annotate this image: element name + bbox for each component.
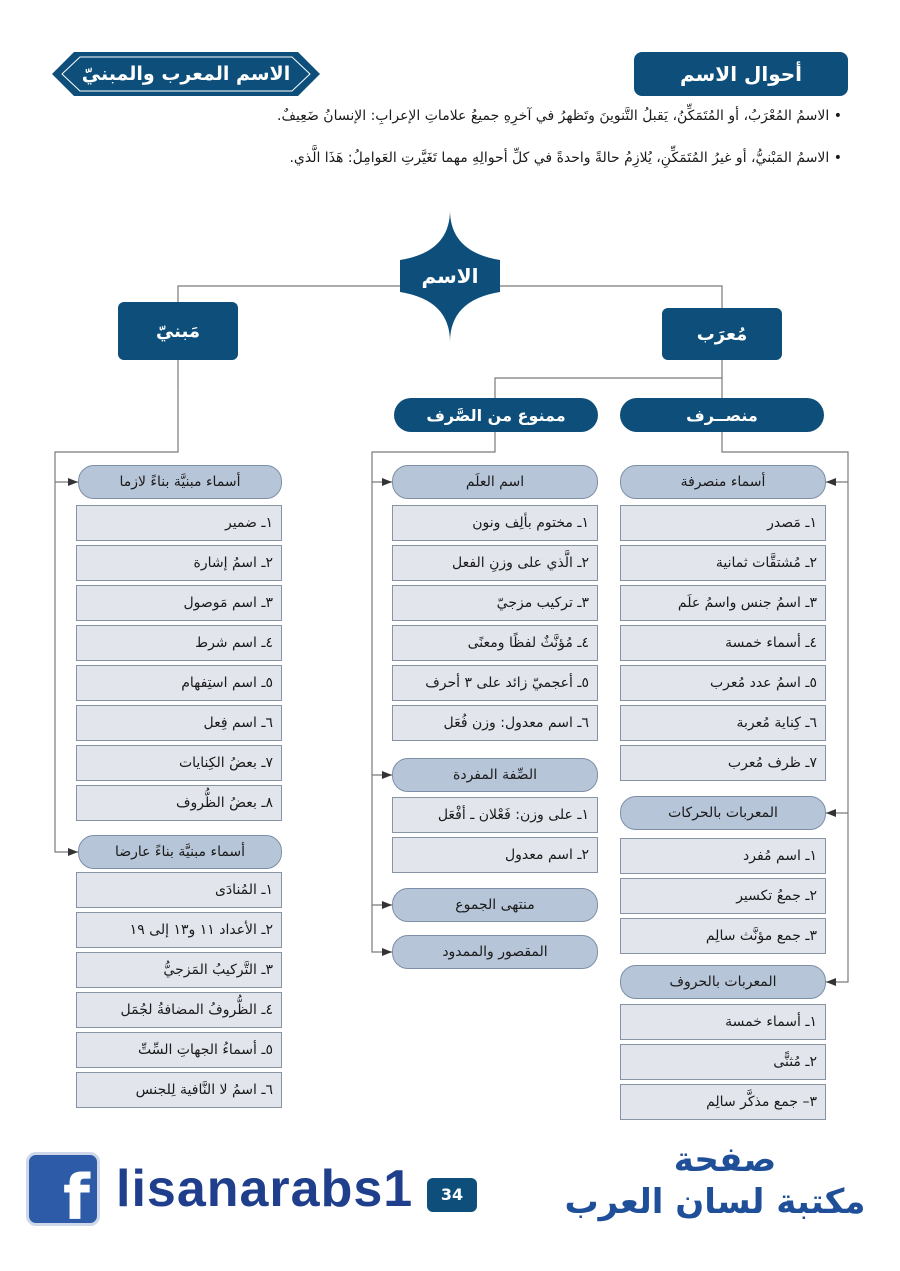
list-item: ٣ـ جمع مؤنَّث سالِم bbox=[620, 918, 826, 954]
brand-top: صفحة bbox=[673, 1140, 777, 1180]
tree-root-label: الاسم bbox=[421, 264, 479, 288]
node-mamnu: ممنوع من الصَّرف bbox=[394, 398, 598, 432]
list-item: ٤ـ مُؤنَّثٌ لفظًا ومعنًى bbox=[392, 625, 598, 661]
list-item: ١ـ أسماء خمسة bbox=[620, 1004, 826, 1040]
node-munsarif: منصــرف bbox=[620, 398, 824, 432]
list-item: ٤ـ الظُّروفُ المضافةُ لجُمَل bbox=[76, 992, 282, 1028]
list-item: ٦ـ كِناية مُعربة bbox=[620, 705, 826, 741]
rule-murab: • الاسمُ المُعْرَبُ، أو المُتَمَكِّنُ، يَقبلُ التَّنوينَ وتَظهرُ في آخرِهِ جميعُ علاماتِ الإعرابِ: الإنسانُ ضَعِيفٌ. bbox=[277, 108, 842, 124]
group-title-munsarif-3: المعربات بالحروف bbox=[620, 965, 826, 999]
list-item: ٥ـ اسم استِفهام bbox=[76, 665, 282, 701]
list-item: ٦ـ اسم فِعل bbox=[76, 705, 282, 741]
list-item: ١ـ مَصدر bbox=[620, 505, 826, 541]
group-title-mabni-1: أسماء مبنيَّة بناءً لازما bbox=[78, 465, 282, 499]
list-item: ٥ـ أسماءُ الجهاتِ السِّتِّ bbox=[76, 1032, 282, 1068]
group-title-munsarif-1: أسماء منصرفة bbox=[620, 465, 826, 499]
node-mabni: مَبنيّ bbox=[118, 302, 238, 360]
group-title-mabni-2: أسماء مبنيَّة بناءً عارضا bbox=[78, 835, 282, 869]
list-item: ٣ـ التَّركيبُ المَزجيُّ bbox=[76, 952, 282, 988]
list-item: ١ـ ضمير bbox=[76, 505, 282, 541]
list-item: ٣– جمع مذكَّر سالِم bbox=[620, 1084, 826, 1120]
group-title-mamnu-1: اسم العلَم bbox=[392, 465, 598, 499]
list-item: ٢ـ اسم معدول bbox=[392, 837, 598, 873]
group-title-munsarif-2: المعربات بالحركات bbox=[620, 796, 826, 830]
page-number: 34 bbox=[427, 1178, 477, 1212]
node-murab: مُعرَب bbox=[662, 308, 782, 360]
group-title-mamnu-4: المقصور والممدود bbox=[392, 935, 598, 969]
page-handle[interactable]: lisanarabs1 bbox=[116, 1160, 414, 1218]
list-item: ١ـ اسم مُفرد bbox=[620, 838, 826, 874]
list-item: ٦ـ اسم معدول: وزن فُعَل bbox=[392, 705, 598, 741]
list-item: ٢ـ جمعُ تكسير bbox=[620, 878, 826, 914]
list-item: ١ـ مختوم بألِف ونون bbox=[392, 505, 598, 541]
list-item: ٦ـ اسمُ لا النَّافية لِلجنس bbox=[76, 1072, 282, 1108]
list-item: ٤ـ أسماء خمسة bbox=[620, 625, 826, 661]
group-title-mamnu-3: منتهى الجموع bbox=[392, 888, 598, 922]
list-item: ٣ـ تركيب مزجيّ bbox=[392, 585, 598, 621]
list-item: ٥ـ أعجميّ زائد على ٣ أحرف bbox=[392, 665, 598, 701]
group-title-mamnu-2: الصِّفة المفردة bbox=[392, 758, 598, 792]
list-item: ٧ـ ظرف مُعرب bbox=[620, 745, 826, 781]
section-title-right-text: أحوال الاسم bbox=[679, 62, 803, 86]
facebook-icon[interactable]: f bbox=[26, 1152, 100, 1226]
list-item: ٢ـ مُشتقَّات ثمانية bbox=[620, 545, 826, 581]
brand-bottom: مكتبة لسان العرب bbox=[564, 1182, 866, 1222]
list-item: ٨ـ بعضُ الظُّروف bbox=[76, 785, 282, 821]
section-title-left-text: الاسم المعرب والمبنيّ bbox=[81, 63, 291, 85]
section-title-left bbox=[52, 52, 320, 96]
list-item: ٣ـ اسم مَوصول bbox=[76, 585, 282, 621]
list-item: ٤ـ اسم شرط bbox=[76, 625, 282, 661]
list-item: ١ـ على وزن: فَعْلان ـ أفْعَل bbox=[392, 797, 598, 833]
list-item: ١ـ المُنادَى bbox=[76, 872, 282, 908]
list-item: ٥ـ اسمُ عدد مُعرب bbox=[620, 665, 826, 701]
tree-root bbox=[400, 210, 500, 342]
list-item: ٢ـ اسمُ إشارة bbox=[76, 545, 282, 581]
list-item: ٢ـ مُثنًّى bbox=[620, 1044, 826, 1080]
list-item: ٣ـ اسمُ جنس واسمُ علَم bbox=[620, 585, 826, 621]
list-item: ٢ـ الأعداد ١١ و١٣ إلى ١٩ bbox=[76, 912, 282, 948]
section-title-right bbox=[634, 52, 848, 96]
rule-mabni: • الاسمُ المَبْنيُّ، أو غيرُ المُتَمَكِّنِ، يُلازِمُ حالةً واحدةً في كلِّ أحوالِهِ مهما تَغَيَّرتِ العَوامِلُ: هَذَا الَّذي. bbox=[289, 150, 842, 166]
list-item: ٢ـ الَّذي على وزنِ الفعل bbox=[392, 545, 598, 581]
list-item: ٧ـ بعضُ الكِنايات bbox=[76, 745, 282, 781]
